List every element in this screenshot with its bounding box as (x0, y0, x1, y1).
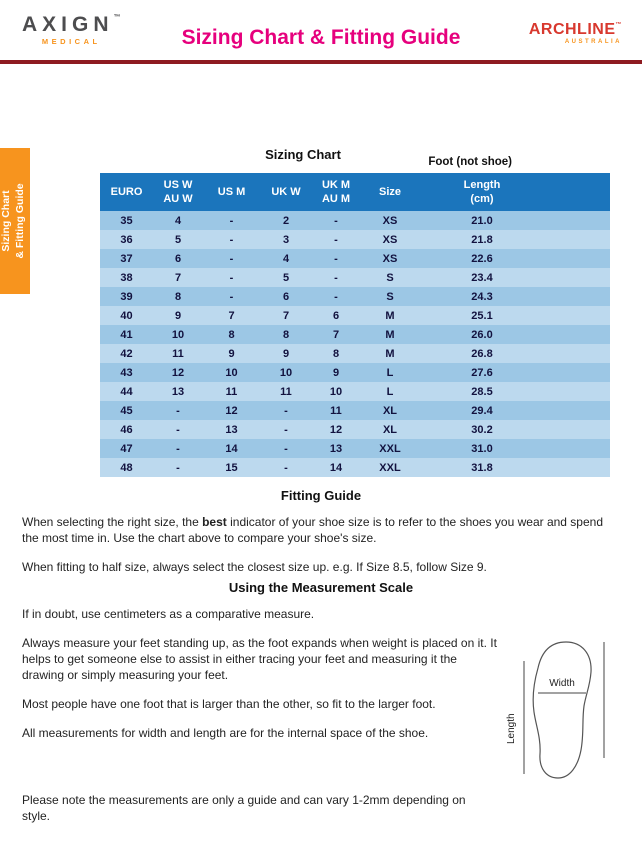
table-cell: 38 (120, 271, 133, 284)
table-cell: 9 (228, 347, 235, 360)
table-row (100, 306, 610, 325)
table-cell: 22.6 (471, 252, 493, 265)
table-cell: 35 (120, 214, 133, 227)
table-cell: 43 (120, 366, 133, 379)
table-cell: 9 (174, 309, 182, 322)
table-cell: 30.2 (471, 423, 493, 436)
table-cell: 41 (120, 328, 133, 341)
paragraph-text: When selecting the right size, the (22, 515, 203, 529)
table-cell: 31.8 (471, 461, 493, 474)
side-tab-sizing-chart (0, 148, 30, 294)
table-row (100, 420, 610, 439)
table-cell: 21.8 (471, 233, 493, 246)
table-cell: - (176, 442, 180, 455)
table-row (100, 363, 610, 382)
table-cell: 46 (120, 423, 133, 436)
table-row (100, 401, 610, 420)
table-cell: - (284, 404, 288, 417)
table-cell: 3 (282, 233, 290, 246)
table-cell: XXL (379, 461, 401, 474)
table-cell: 6 (332, 309, 340, 322)
table-cell: 29.4 (471, 404, 493, 417)
table-cell: 12 (225, 404, 238, 417)
table-row (100, 382, 610, 401)
foot-outline (533, 642, 591, 778)
table-cell: - (334, 290, 338, 303)
table-cell: 8 (282, 328, 290, 341)
table-cell: - (176, 461, 180, 474)
table-cell: M (385, 347, 395, 360)
table-cell: 24.3 (471, 290, 493, 303)
table-cell: - (334, 233, 338, 246)
table-cell: 14 (225, 442, 238, 455)
table-cell: S (386, 271, 394, 284)
table-cell: 45 (120, 404, 133, 417)
table-row (100, 325, 610, 344)
archline-brand-name: ARCHLINE (528, 21, 616, 38)
sizing-chart-heading: Sizing Chart (265, 147, 341, 162)
measurement-text-column (22, 636, 500, 793)
table-cell: 9 (332, 366, 340, 379)
archline-logo-subtext: AUSTRALIA (564, 39, 622, 45)
side-tab-line1: Sizing Chart (0, 190, 12, 252)
table-cell: - (334, 271, 338, 284)
table-cell: 10 (225, 366, 238, 379)
table-row (100, 458, 610, 477)
axign-logo-subtext: MEDICAL (41, 37, 101, 46)
sizing-chart-section (100, 145, 610, 485)
table-cell: 13 (225, 423, 238, 436)
table-cell: - (334, 214, 338, 227)
bold-text: best (202, 515, 227, 529)
column-header: UK M AU M (312, 173, 360, 211)
table-cell: 27.6 (471, 366, 493, 379)
measurement-scale-section (22, 580, 620, 838)
trademark-symbol: ™ (113, 14, 121, 21)
table-cell: 7 (282, 309, 290, 322)
table-cell: - (176, 404, 180, 417)
table-cell: - (229, 233, 234, 246)
page-title: Sizing Chart & Fitting Guide (181, 26, 461, 49)
table-cell: 26.0 (471, 328, 493, 341)
table-cell: 6 (174, 252, 182, 265)
archline-logo (529, 22, 622, 45)
width-label: Width (549, 677, 575, 689)
table-cell: - (229, 290, 234, 303)
table-cell: - (229, 252, 234, 265)
column-header: Size (360, 173, 420, 211)
table-row (100, 439, 610, 458)
table-cell: - (284, 442, 288, 455)
table-cell: XL (382, 423, 398, 436)
table-cell: L (386, 385, 394, 398)
column-header: US W AU W (153, 173, 203, 211)
foot-not-shoe-label: Foot (not shoe) (428, 156, 512, 168)
table-cell: M (385, 328, 395, 341)
column-header: EURO (100, 173, 153, 211)
table-cell: 21.0 (471, 214, 493, 227)
header-rule (0, 60, 642, 64)
table-cell: 15 (225, 461, 238, 474)
table-cell: - (284, 461, 288, 474)
table-cell: 5 (174, 233, 182, 246)
table-header-row (100, 173, 610, 211)
table-cell: 7 (228, 309, 235, 322)
table-cell: 48 (120, 461, 133, 474)
side-tab-label (0, 148, 30, 294)
table-cell: 23.4 (471, 271, 493, 284)
table-cell: 5 (282, 271, 290, 284)
measurement-paragraph-3: Most people have one foot that is larger than the other, so fit to the larger foot. (22, 696, 436, 711)
table-cell: 11 (330, 404, 342, 417)
table-cell: XS (382, 214, 398, 227)
table-cell: L (386, 366, 394, 379)
table-cell: XS (382, 252, 398, 265)
table-cell: 25.1 (471, 309, 493, 322)
table-cell: - (334, 252, 338, 265)
trademark-symbol: ™ (615, 22, 622, 28)
table-cell: 10 (171, 328, 185, 341)
page-header (0, 8, 642, 62)
table-cell: 13 (329, 442, 343, 455)
table-cell: 6 (282, 290, 290, 303)
column-header: Length (cm) (420, 173, 610, 211)
fitting-guide-paragraph-2: When fitting to half size, always select the closest size up. e.g. If Size 8.5, follow Size 9. (22, 559, 487, 574)
measurement-scale-heading: Using the Measurement Scale (228, 580, 414, 595)
length-label: Length (506, 713, 517, 744)
fitting-guide-heading: Fitting Guide (280, 488, 362, 503)
paragraph-text: indicator of your shoe size is to refer to the shoes you wear and spend the most time in. Use the chart above to compare your shoe's size. (22, 515, 603, 545)
axign-brand-name: AXIGN (22, 13, 114, 36)
measurement-paragraph-1: If in doubt, use centimeters as a comparative measure. (22, 607, 315, 621)
table-cell: 10 (329, 385, 343, 398)
table-cell: XS (382, 233, 398, 246)
table-cell: M (385, 309, 395, 322)
table-row (100, 249, 610, 268)
table-cell: 10 (279, 366, 293, 379)
table-row (100, 211, 610, 230)
table-cell: 11 (280, 385, 292, 398)
table-cell: - (229, 271, 234, 284)
table-cell: - (176, 423, 180, 436)
table-cell: 14 (329, 461, 343, 474)
foot-measurement-diagram (502, 636, 620, 793)
table-cell: 9 (282, 347, 290, 360)
column-header: US M (203, 173, 260, 211)
table-cell: 42 (120, 347, 133, 360)
table-row (100, 230, 610, 249)
table-cell: 36 (120, 233, 133, 246)
table-cell: 11 (225, 385, 238, 398)
table-cell: 2 (282, 214, 290, 227)
table-cell: 40 (120, 309, 133, 322)
table-cell: 12 (171, 366, 185, 379)
sizing-chart-table (100, 173, 610, 477)
archline-logo-text (529, 22, 622, 38)
table-cell: 7 (174, 271, 182, 284)
table-cell: 11 (172, 347, 184, 360)
fitting-guide-paragraph-1 (22, 515, 620, 547)
table-cell: 7 (332, 328, 340, 341)
column-header: UK W (260, 173, 312, 211)
table-cell: 28.5 (471, 385, 493, 398)
table-cell: 4 (174, 214, 182, 227)
table-cell: 26.8 (471, 347, 493, 360)
table-row (100, 287, 610, 306)
table-row (100, 344, 610, 363)
table-cell: XXL (379, 442, 401, 455)
table-cell: 39 (120, 290, 133, 303)
side-tab-line2: & Fitting Guide (13, 183, 26, 259)
table-cell: 31.0 (471, 442, 493, 455)
foot-diagram-svg (502, 636, 620, 788)
table-row (100, 268, 610, 287)
table-cell: 44 (120, 385, 133, 398)
measurement-paragraph-5: Please note the measurements are only a guide and can vary 1-2mm depending on style. (22, 792, 466, 823)
table-cell: 37 (120, 252, 133, 265)
table-cell: 47 (120, 442, 133, 455)
table-cell: 8 (228, 328, 235, 341)
table-cell: - (229, 214, 234, 227)
measurement-paragraph-4: All measurements for width and length are for the internal space of the shoe. (22, 725, 429, 740)
table-cell: S (386, 290, 394, 303)
table-cell: - (284, 423, 288, 436)
table-cell: 12 (329, 423, 343, 436)
table-cell: 8 (332, 347, 340, 360)
measurement-content-row (22, 636, 620, 793)
table-cell: XL (382, 404, 398, 417)
fitting-guide-section (22, 488, 620, 589)
measurement-paragraph-2: Always measure your feet standing up, as the foot expands when weight is placed on it. It helps to get someone else to assist in either tracing your feet and measuring it the drawing or simply measuring your feet. (22, 635, 497, 682)
table-cell: 13 (171, 385, 185, 398)
table-cell: 8 (174, 290, 182, 303)
table-cell: 4 (282, 252, 290, 265)
